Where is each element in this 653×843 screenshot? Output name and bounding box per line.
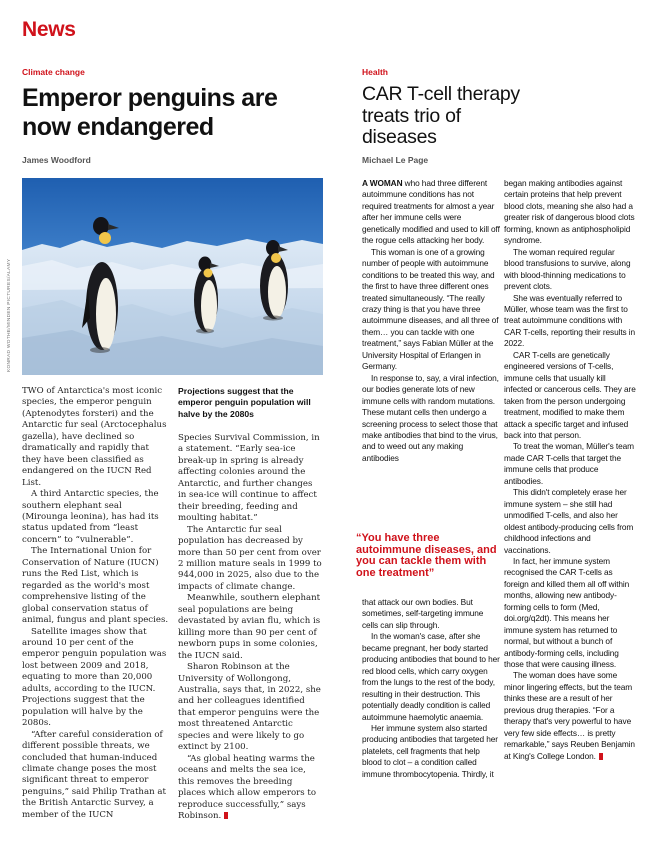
paragraph-text: The woman does have some minor lingering effects, but the team thinks these are a result of her previous drug therapies. “For a therapy that's very powerful to have very few side effects… is pretty remarkable,” says Reuben Benjamin at King's College London.: [504, 670, 635, 761]
end-mark-icon: [599, 753, 603, 760]
paragraph: In fact, her immune system recognised the CAR T-cells as foreign and killed them all off within months, allowing new antibody-forming cells to form (Med, doi.org/q2dt). This means her immune system has returned to normal, but without a bunch of antibody-forming cells, including those that were causing illness.: [504, 555, 630, 670]
penguin-photo: [22, 178, 323, 375]
photo-credit-text: KONRAD WOTHE/MINDEN PICTURES/ALAMY: [7, 258, 12, 372]
paragraph: Sharon Robinson at the University of Wollongong, Australia, says that, in 2022, she and her colleagues identified that emperor penguins were the most threatened Antarctic species and were likely to go extinct by 2100.: [178, 662, 321, 753]
end-mark-icon: [224, 812, 228, 819]
paragraph: This didn't completely erase her immune system – she still had unmodified T-cells, and also her oldest antibody-producing cells from childhood infections and vaccinations.: [504, 487, 634, 555]
paragraph-text: who had three different autoimmune conditions has not required treatments for almost a year after her immune cells were genetically modified and used to kill off the rogue cells attacking her body.: [362, 178, 500, 246]
paragraph: that attack our own bodies. But sometimes, self-targeting immune cells can slip through.: [362, 597, 484, 630]
right-headline: CAR T-cell therapy treats trio of diseases: [362, 83, 520, 148]
paragraph: CAR T-cells are genetically engineered versions of T-cells, immune cells that usually kill infected or cancerous cells. They are taken from the person undergoing treatment, modified to make them attack a specific target and infused back into that person.: [504, 349, 636, 440]
paragraph: The Antarctic fur seal population has decreased by more than 50 per cent from over 2 million mature seals in 1999 to 944,000 in 2025, also due to the impacts of climate change.: [178, 524, 322, 592]
right-column-1-continued: [362, 597, 501, 780]
right-byline: Michael Le Page: [362, 155, 429, 165]
paragraph: To treat the woman, Müller's team made CAR T-cells that target the immune cells that produce antibodies.: [504, 441, 634, 486]
right-kicker: Health: [362, 67, 388, 77]
paragraph: This woman is one of a growing number of people with autoimmune conditions to be treated this way, and the first to have three different ones treated simultaneously. “The really crazy thing is that you have three autoimmune diseases, and all three of them… you can tackle with one treatment,” says Fabian Müller at the University Hospital of Erlangen in Germany.: [362, 246, 499, 372]
paragraph: [504, 670, 636, 762]
photo-credit: [7, 232, 17, 372]
paragraph: A third Antarctic species, the southern elephant seal (Mirounga leonina), has had its status updated from “least concern” to “vulnerable”.: [22, 489, 159, 545]
paragraph: The woman required regular blood transfusions to survive, along with blood-thinning medications to prevent clots.: [504, 246, 631, 292]
paragraph: In response to, say, a viral infection, our bodies generate lots of new immune cells with random mutations. These mutant cells then undergo a screening process to select those that make antibodies that bind to the virus, and to weed out any making antibodies: [362, 372, 499, 463]
paragraph: The International Union for Conservation of Nature (IUCN) runs the Red List, which is regarded as the world's most comprehensive listing of the global conservation status of animal, fungus and plant species.: [22, 546, 169, 626]
paragraph: Satellite images show that around 10 per cent of the emperor penguin population was lost between 2009 and 2018, equating to more than 20,000 adults, according to the IUCN. Projections suggest that the population will halve by the 2080s.: [22, 626, 167, 729]
paragraph: Her immune system also started producing antibodies that targeted her platelets, cell fragments that help blood to clot – a condition called immune thrombocytopenia. Thirdly, it: [362, 722, 498, 779]
paragraph: Meanwhile, southern elephant seal populations are being devastated by avian flu, which is killing more than 90 per cent of newborn pups in some colonies, the IUCN said.: [178, 593, 321, 661]
paragraph: She was eventually referred to Müller, whose team was the first to treat autoimmune conditions with CAR T-cells, reporting their results in 2022.: [504, 292, 636, 349]
right-column-1: [362, 178, 501, 464]
left-column-1: [22, 386, 170, 821]
paragraph: Species Survival Commission, in a statement. “Early sea-ice break-up in spring is already affecting colonies around the Antarctic, and further changes in sea-ice will continue to affect their breeding, feeding and moulting habitat.”: [178, 433, 320, 524]
paragraph: “After careful consideration of different possible threats, we concluded that human-induced climate change poses the most significant threat to emperor penguins,” said Philip Trathan at the British Antarctic Survey, a member of the IUCN: [22, 729, 166, 820]
left-kicker: Climate change: [22, 67, 85, 77]
paragraph: TWO of Antarctica's most iconic species, the emperor penguin (Aptenodytes forsteri) and the Antarctic fur seal (Arctocephalus gazella), have declined so dramatically and rapidly that they have been classified as endangered on the IUCN Red List.: [22, 386, 167, 488]
lead-in: A WOMAN: [362, 178, 403, 188]
left-headline: Emperor penguins are now endangered: [22, 84, 278, 141]
right-column-2: [504, 178, 636, 762]
right-pull-quote: “You have three autoimmune diseases, and you can tackle them with one treatment”: [356, 532, 497, 579]
paragraph-text: “As global heating warms the oceans and melts the sea ice, this removes the breeding places which allow emperors to reproduce successfully,” says Robinson.: [178, 753, 316, 821]
paragraph: [178, 754, 322, 823]
left-byline: James Woodford: [22, 155, 91, 165]
paragraph: began making antibodies against certain proteins that help prevent blood clots, meaning she also had a greater risk of dangerous blood clots forming, known as antiphospholipid syndrome.: [504, 178, 635, 246]
left-pull-quote: Projections suggest that the emperor penguin population will halve by the 2080s: [178, 386, 311, 419]
paragraph: [362, 178, 501, 247]
paragraph: In the woman's case, after she became pregnant, her body started producing antibodies that bound to her red blood cells, which carry oxygen from the lungs to the rest of the body, resulting in their destruction. This potentially deadly condition is called autoimmune haemolytic anaemia.: [362, 631, 500, 722]
section-title: News: [22, 18, 76, 41]
left-column-2: [178, 433, 322, 822]
